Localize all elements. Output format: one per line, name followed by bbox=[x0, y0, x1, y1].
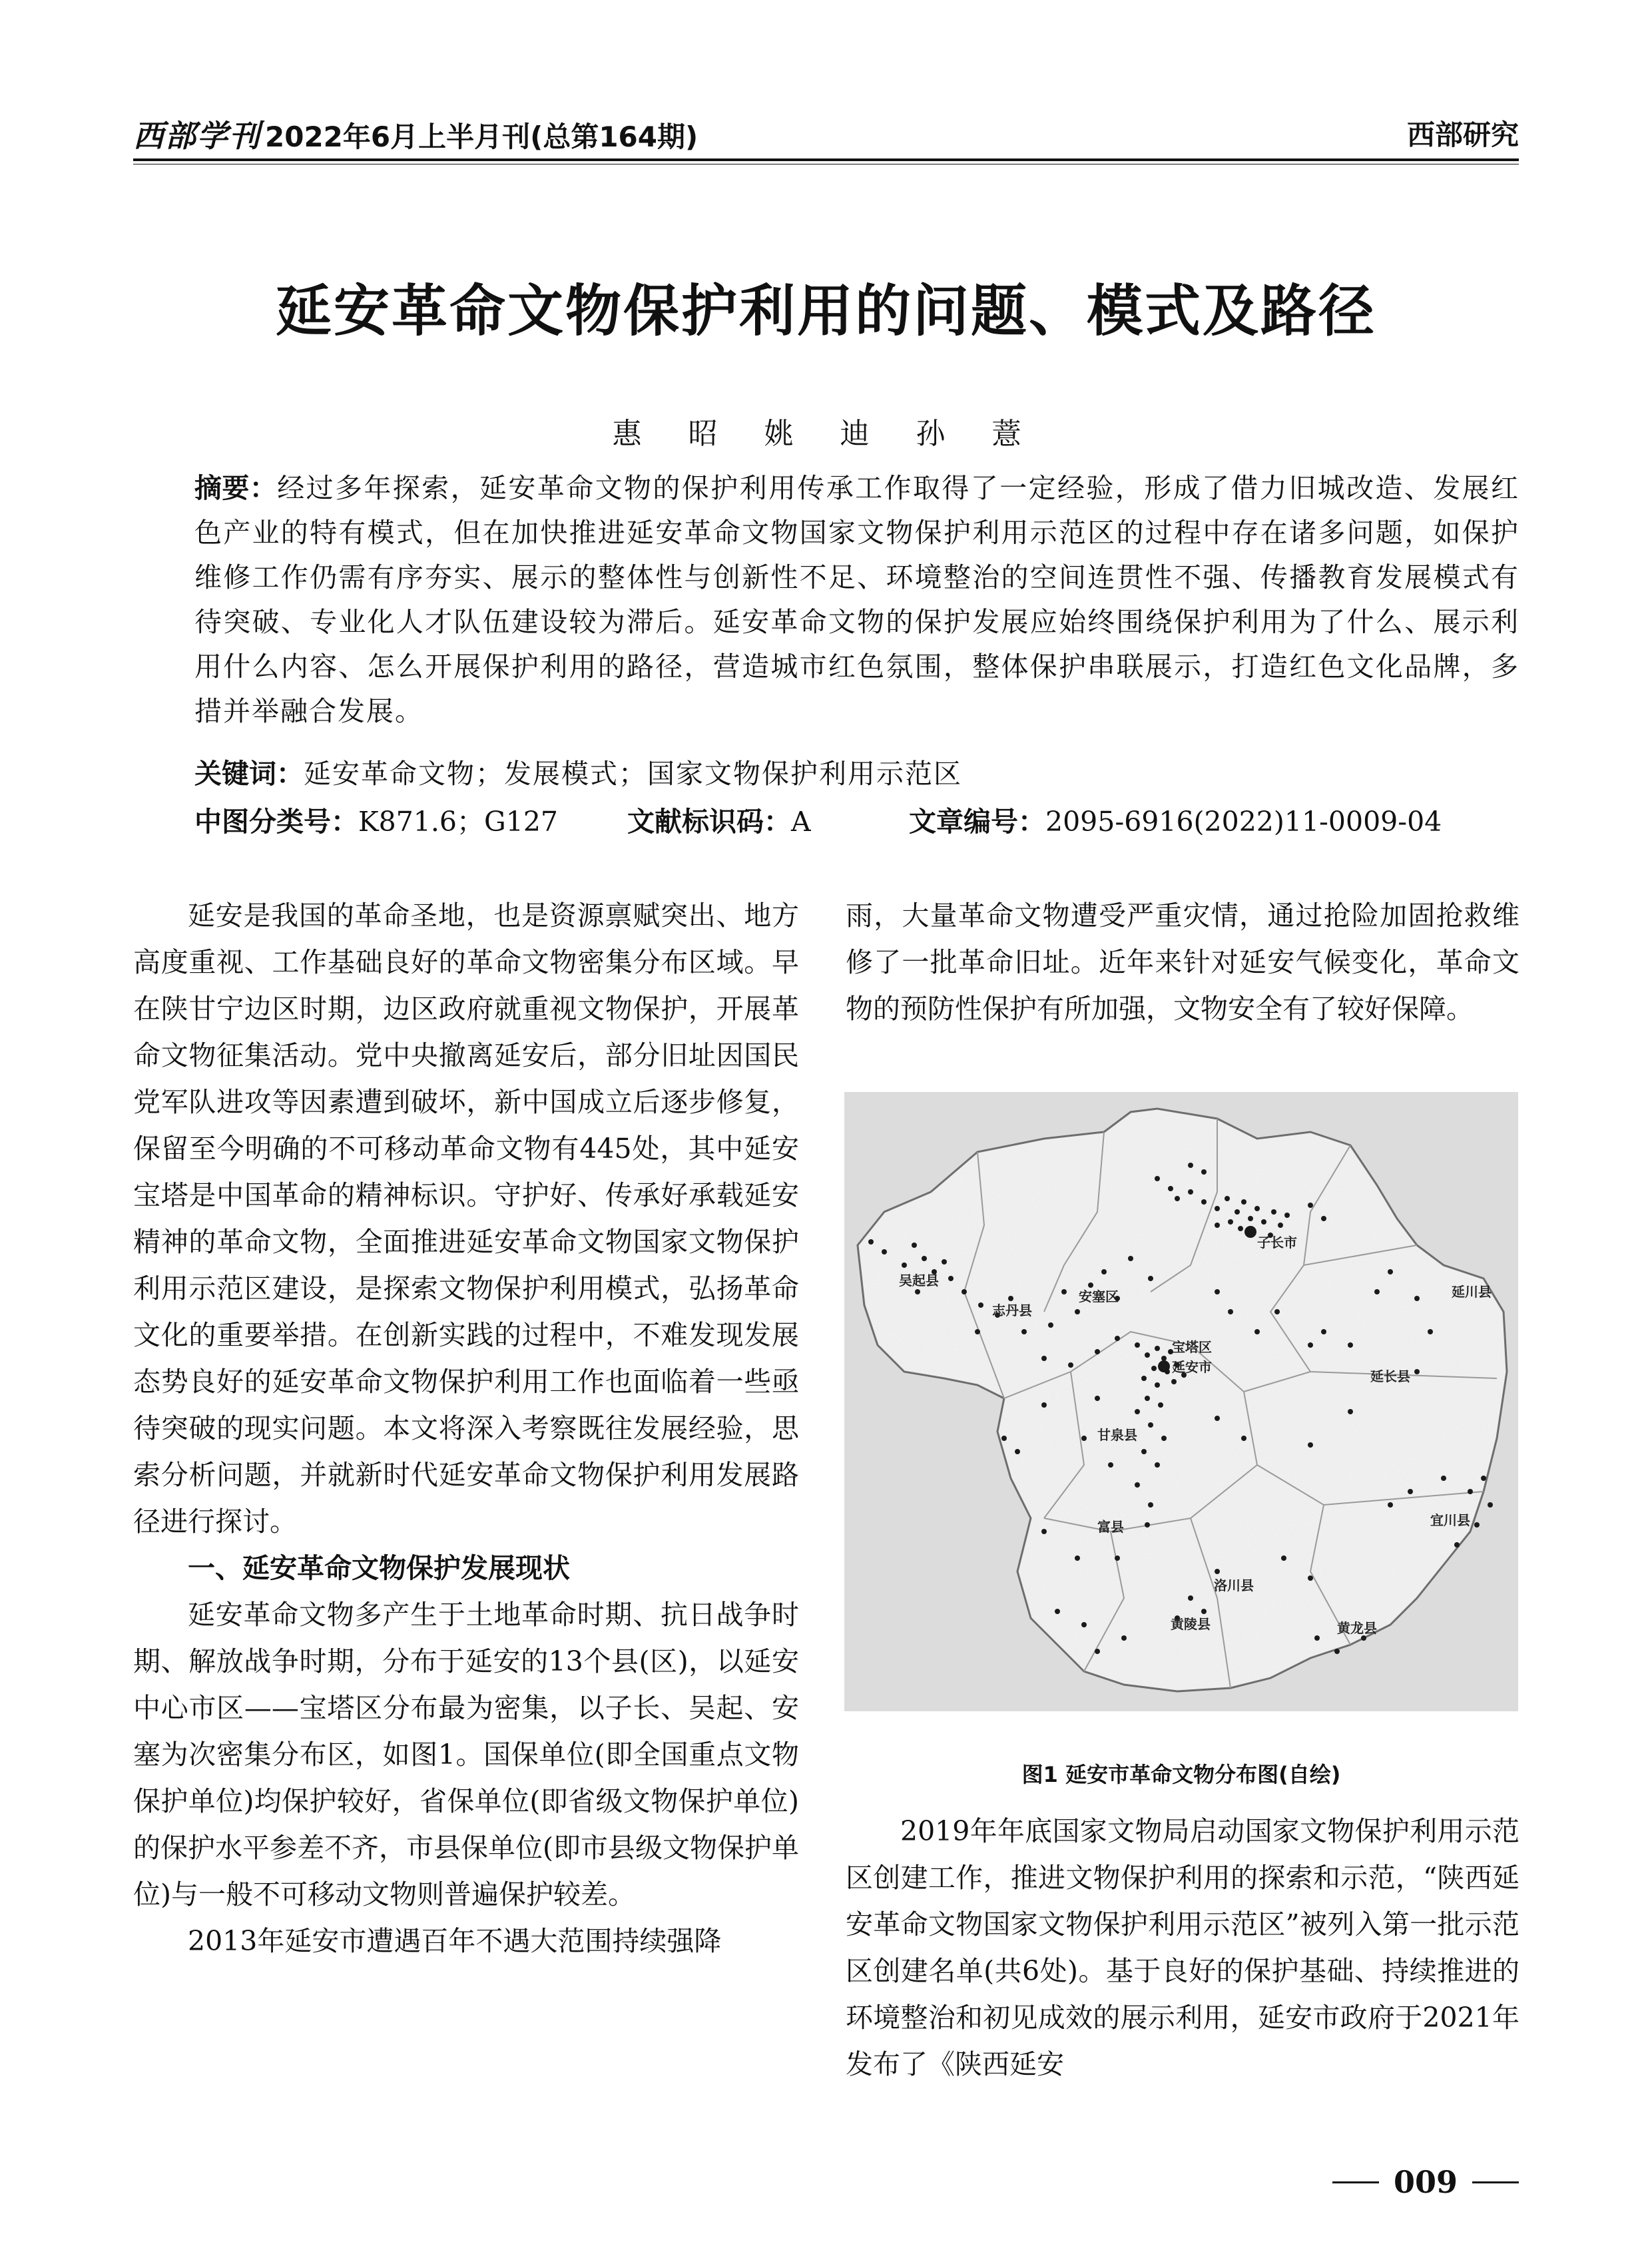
label-zichang: 子长市 bbox=[1257, 1235, 1297, 1251]
page-number-value: 009 bbox=[1393, 2164, 1458, 2200]
article-no-group bbox=[909, 802, 1442, 842]
label-luochuan: 洛川县 bbox=[1214, 1577, 1254, 1593]
clc-label: 中图分类号： bbox=[194, 806, 358, 838]
label-baota: 宝塔区 bbox=[1172, 1339, 1212, 1355]
abstract-label: 摘要： bbox=[194, 472, 278, 504]
doc-code-group bbox=[627, 802, 811, 842]
keywords bbox=[194, 754, 1519, 794]
figure-caption: 图1 延安市革命文物分布图(自绘) bbox=[1021, 1762, 1341, 1787]
paragraph: 延安是我国的革命圣地，也是资源禀赋突出、地方高度重视、工作基础良好的革命文物密集分布区域。早在陕甘宁边区时期，边区政府就重视文物保护，开展革命文物征集活动。党中央撤离延安后，部分旧址因国民党军队进攻等因素遭到破坏，新中国成立后逐步修复，保留至今明确的不可移动革命文物有445处，其中延安宝塔是中国革命的精神标识。守护好、传承好承载延安精神的革命文物，全面推进延安革命文物国家文物保护利用示范区建设，是探索文物保护利用模式，弘扬革命文化的重要举措。在创新实践的过程中，不难发现发展态势良好的延安革命文物保护利用工作也面临着一些亟待突破的现实问题。本文将深入考察既往发展经验，思索分析问题，并就新时代延安革命文物保护利用发展路径进行探讨。 bbox=[133, 900, 799, 1538]
journal-logo: 西部学刊 bbox=[133, 118, 261, 154]
article-no-value: 2095-6916(2022)11-0009-04 bbox=[1045, 806, 1442, 838]
body-left-column bbox=[133, 892, 799, 1964]
zichang-center-marker bbox=[1244, 1226, 1256, 1238]
label-fu: 富县 bbox=[1097, 1519, 1124, 1535]
body-right-column-top bbox=[846, 892, 1519, 1032]
abstract-text: 经过多年探索，延安革命文物的保护利用传承工作取得了一定经验，形成了借力旧城改造、发展红色产业的特有模式，但在加快推进延安革命文物国家文物保护利用示范区的过程中存在诸多问题，如保护维修工作仍需有序夯实、展示的整体性与创新性不足、环境整治的空间连贯性不强、传播教育发展模式有待突破、专业化人才队伍建设较为滞后。延安革命文物的保护发展应始终围绕保护利用为了什么、展示利用什么内容、怎么开展保护利用的路径，营造城市红色氛围，整体保护串联展示，打造红色文化品牌，多措并举融合发展。 bbox=[194, 472, 1519, 727]
doc-code-label: 文献标识码： bbox=[627, 806, 791, 838]
keywords-text: 延安革命文物；发展模式；国家文物保护利用示范区 bbox=[304, 758, 962, 790]
header-rule bbox=[133, 158, 1519, 161]
article-authors: 惠 昭 姚 迪 孙 薏 bbox=[612, 417, 1040, 451]
body-right-column-bottom bbox=[846, 1808, 1519, 2088]
label-zhidan: 志丹县 bbox=[992, 1302, 1032, 1318]
article-no-label: 文章编号： bbox=[909, 806, 1045, 838]
yanan-center-marker bbox=[1158, 1360, 1170, 1372]
label-huangling: 黄陵县 bbox=[1171, 1616, 1211, 1632]
label-ganquan: 甘泉县 bbox=[1097, 1427, 1137, 1443]
label-huanglong: 黄龙县 bbox=[1337, 1620, 1377, 1636]
page-number bbox=[1332, 2164, 1519, 2200]
label-yanchuan: 延川县 bbox=[1452, 1284, 1492, 1300]
yanan-relic-distribution-map bbox=[844, 1092, 1518, 1711]
label-ansai: 安塞区 bbox=[1079, 1288, 1119, 1304]
doc-code-value: A bbox=[791, 806, 811, 838]
article-title: 延安革命文物保护利用的问题、模式及路径 bbox=[275, 278, 1376, 344]
label-yichuan: 宜川县 bbox=[1430, 1512, 1470, 1528]
paragraph: 延安革命文物多产生于土地革命时期、抗日战争时期、解放战争时期，分布于延安的13个县(区)，以延安中心市区——宝塔区分布最为密集，以子长、吴起、安塞为次密集分布区，如图1。国保单位(即全国重点文物保护单位)均保护较好，省保单位(即省级文物保护单位)的保护水平参差不齐，市县保单位(即市县级文物保护单位)与一般不可移动文物则普遍保护较差。 bbox=[133, 1599, 799, 1910]
page-number-dash-right bbox=[1472, 2181, 1519, 2183]
clc-group bbox=[194, 802, 558, 842]
paragraph: 2013年延安市遭遇百年不遇大范围持续强降 bbox=[188, 1925, 722, 1957]
clc-value: K871.6；G127 bbox=[358, 806, 559, 838]
abstract bbox=[194, 466, 1519, 734]
label-yanchang: 延长县 bbox=[1370, 1368, 1410, 1384]
issue-info: 2022年6月上半月刊(总第164期) bbox=[265, 121, 698, 153]
label-yanan: 延安市 bbox=[1172, 1359, 1212, 1375]
keywords-label: 关键词： bbox=[194, 758, 304, 790]
section-heading: 一、延安革命文物保护发展现状 bbox=[188, 1552, 570, 1584]
section-name: 西部研究 bbox=[1406, 119, 1519, 151]
paragraph-continued: 雨，大量革命文物遭受严重灾情，通过抢险加固抢救维修了一批革命旧址。近年来针对延安气候变化，革命文物的预防性保护有所加强，文物安全有了较好保障。 bbox=[846, 900, 1519, 1025]
label-wuqi: 吴起县 bbox=[899, 1272, 939, 1288]
page-number-dash-left bbox=[1332, 2181, 1379, 2183]
journal-header bbox=[133, 112, 698, 156]
paragraph: 2019年年底国家文物局启动国家文物保护利用示范区创建工作，推进文物保护利用的探索和示范，“陕西延安革命文物国家文物保护利用示范区”被列入第一批示范区创建名单(共6处)。基于良好的保护基础、持续推进的环境整治和初见成效的展示利用，延安市政府于2021年发布了《陕西延安 bbox=[846, 1815, 1519, 2080]
